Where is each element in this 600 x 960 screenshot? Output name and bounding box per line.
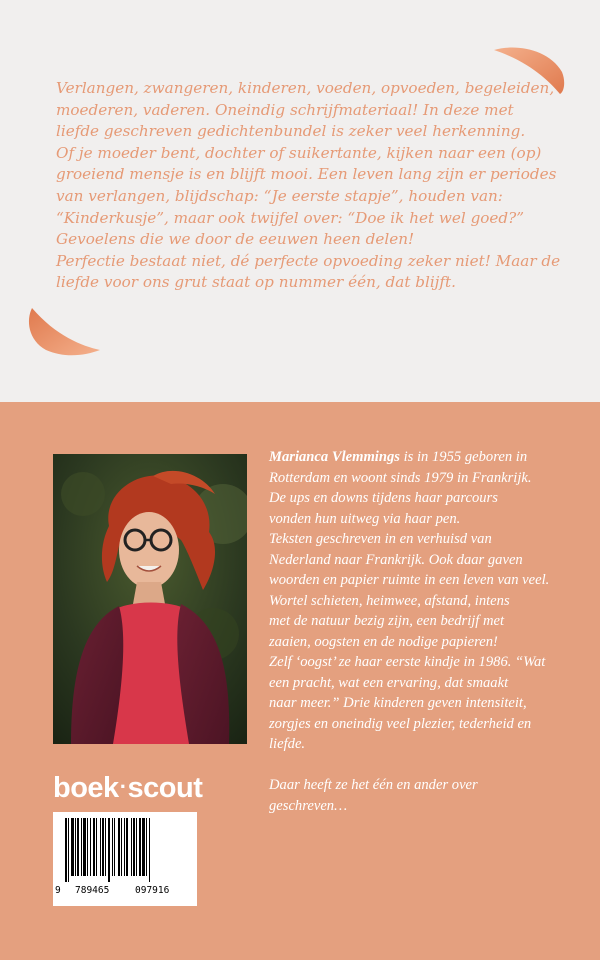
bio-line: Nederland naar Frankrijk. Ook daar gaven — [269, 551, 523, 568]
barcode-bar — [146, 818, 147, 876]
bio-line: De ups en downs tijdens haar parcours — [269, 490, 498, 506]
barcode-bar — [71, 818, 74, 876]
barcode-bar — [139, 818, 141, 876]
back-cover-blurb — [56, 78, 566, 294]
publisher-logo — [53, 772, 202, 805]
blurb-line: moederen, vaderen. Oneindig schrijfmateriaal! In deze met — [56, 100, 514, 119]
barcode-bar — [136, 818, 137, 876]
blurb-line: Gevoelens die we door de eeuwen heen delen! — [56, 230, 415, 249]
barcode-bar — [75, 818, 76, 876]
barcode-bars — [61, 818, 189, 882]
bio-line: Zelf ‘oogst’ ze haar eerste kindje in 1986. “Wat — [269, 654, 546, 670]
barcode-bar — [87, 818, 88, 876]
barcode-bar — [114, 818, 115, 876]
barcode-bar — [133, 818, 135, 876]
blurb-line: van verlangen, blijdschap: “Je eerste stapje”, houden van: — [56, 186, 503, 205]
bio-line: zorgjes en oneindig veel plezier, tederheid en — [269, 715, 532, 732]
barcode-bar — [81, 818, 82, 876]
barcode-bar — [90, 818, 91, 876]
bio-line: Wortel schieten, heimwee, afstand, intens — [269, 592, 510, 609]
blurb-line: Perfectie bestaat niet, dé perfecte opvoeding zeker niet! Maar de — [56, 251, 561, 270]
blurb-line: liefde voor ons grut staat op nummer één, dat blijft. — [56, 273, 456, 292]
barcode-bar — [142, 818, 145, 876]
blurb-line: Verlangen, zwangeren, kinderen, voeden, opvoeden, begeleiden, — [56, 79, 555, 97]
logo-part-scout: scout — [127, 772, 203, 804]
blurb-line: liefde geschreven gedichtenbundel is zeker veel herkenning. — [56, 122, 526, 141]
bio-line: naar meer.” Drie kinderen geven intensiteit, — [269, 695, 527, 711]
bio-line: zaaien, oogsten en de nodige papieren! — [269, 633, 498, 650]
barcode-bar — [93, 818, 95, 876]
bio-first-line — [269, 447, 569, 468]
author-photo — [53, 454, 247, 744]
bio-line: een pracht, wat een ervaring, dat smaakt — [269, 674, 509, 691]
isbn-right-group: 097916 — [135, 885, 170, 896]
barcode-bar — [102, 818, 104, 876]
barcode-bar — [108, 818, 110, 882]
barcode-bar — [131, 818, 132, 876]
bio-line: liefde. — [269, 736, 306, 752]
bio-line: is in 1955 geboren in — [399, 449, 528, 465]
bio-closing-line: Daar heeft ze het één en ander over — [269, 777, 478, 793]
leaf-bottom-left-icon — [22, 306, 104, 360]
barcode-bar — [100, 818, 101, 876]
bio-line: Teksten geschreven in en verhuisd van — [269, 531, 492, 547]
logo-part-boek: boek — [53, 772, 119, 804]
bio-spacer — [269, 755, 569, 776]
barcode-bar — [68, 818, 69, 882]
author-name: Marianca Vlemmings — [269, 449, 400, 465]
barcode-bar — [118, 818, 120, 876]
bio-line: Rotterdam en woont sinds 1979 in Frankrijk. — [269, 469, 532, 486]
barcode-bar — [105, 818, 106, 876]
bio-line: woorden en papier ruimte in een leven van veel. — [269, 572, 550, 588]
barcode-bar — [121, 818, 122, 876]
barcode-bar — [83, 818, 86, 876]
blurb-line: groeiend mensje is en blijft mooi. Een leven lang zijn er periodes — [56, 165, 557, 184]
isbn-first-digit: 9 — [55, 885, 61, 896]
barcode-bar — [65, 818, 67, 882]
blurb-line: Of je moeder bent, dochter of suikertante, kijken naar een (op) — [56, 143, 542, 162]
isbn-barcode — [53, 812, 197, 906]
barcode-bar — [126, 818, 128, 876]
barcode-bar — [124, 818, 125, 876]
isbn-left-group: 789465 — [75, 885, 110, 896]
logo-dot: · — [119, 774, 127, 799]
bio-line: met de natuur bezig zijn, een bedrijf met — [269, 613, 505, 629]
barcode-bar — [77, 818, 79, 876]
barcode-bar — [149, 818, 150, 882]
author-bio — [269, 447, 569, 816]
bio-line: vonden hun uitweg via haar pen. — [269, 510, 461, 527]
bio-closing-line: geschreven… — [269, 797, 348, 814]
barcode-bar — [112, 818, 113, 876]
blurb-line: “Kinderkusje”, maar ook twijfel over: “Doe ik het wel goed?” — [56, 208, 525, 227]
barcode-bar — [96, 818, 97, 876]
